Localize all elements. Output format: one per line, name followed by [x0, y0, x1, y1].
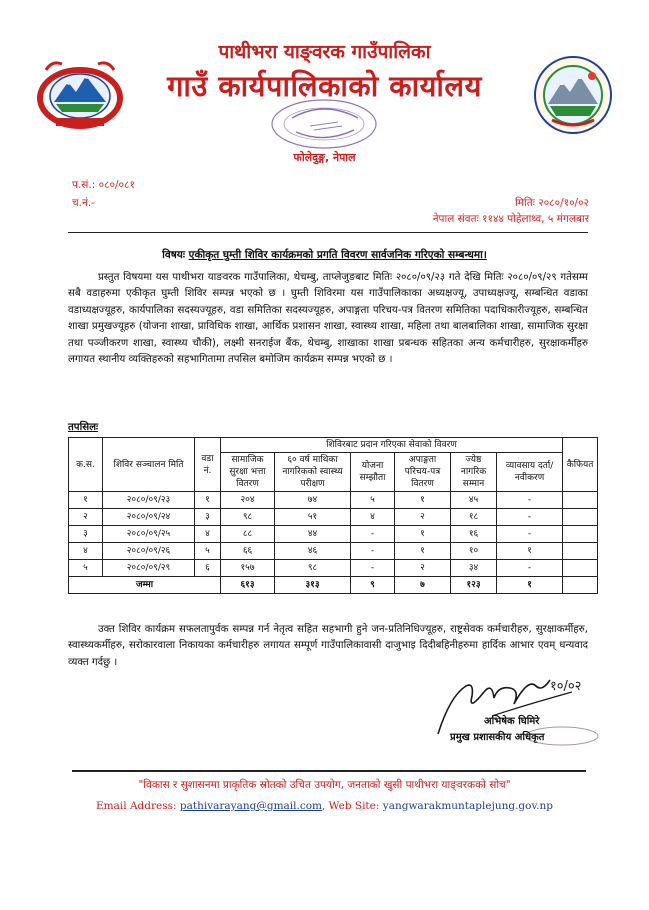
header-divider: [68, 232, 588, 233]
org-name: पाथीभरा याङ्वरक गाउँपालिका: [218, 41, 431, 63]
cell-plan-agreement: ४: [351, 509, 395, 526]
signatory-name: अभिषेक घिमिरे: [484, 716, 540, 727]
header-social-security: सामाजिक सुरक्षा भत्ता वितरण: [221, 453, 275, 492]
cell-social-security: ८८: [221, 526, 275, 543]
office-seal: [262, 96, 392, 154]
table-row: [69, 526, 598, 543]
total-health-check: ३१३: [275, 577, 351, 594]
footer-contact: [0, 800, 649, 812]
header-disability-card: अपाङ्गता परिचय-पत्र वितरण: [395, 453, 451, 492]
date-value: २०८०/१०/०२: [538, 197, 589, 209]
cell-social-security: ९८: [221, 509, 275, 526]
cell-business-registration: -: [497, 492, 563, 509]
cell-disability-card: १: [395, 492, 451, 509]
cell-social-security: १५७: [221, 560, 275, 577]
cell-remarks: [563, 543, 598, 560]
cell-social-security: २०४: [221, 492, 275, 509]
subject-label: विषयः: [162, 249, 185, 261]
cell-sn: २: [69, 509, 103, 526]
reference-value: ०८०/०८१: [98, 179, 135, 191]
cell-senior-honor: १८: [451, 509, 497, 526]
cell-date: २०८०/०९/२४: [103, 509, 195, 526]
service-details-table: [68, 437, 598, 594]
dispatch-number: [72, 196, 95, 210]
subject-text: एकीकृत घुम्ती शिविर कार्यक्रमको प्रगति विवरण सार्वजनिक गरिएको सम्बन्धमा।: [188, 249, 487, 261]
total-remarks: [563, 577, 598, 594]
header-date: शिविर सञ्चालन मिति: [103, 438, 195, 492]
total-plan-agreement: ९: [351, 577, 395, 594]
header-services-group: शिविरबाट प्रदान गरिएका सेवाको विवरण: [221, 438, 563, 453]
total-business-registration: १: [497, 577, 563, 594]
header-plan-agreement: योजना सम्झौता: [351, 453, 395, 492]
cell-date: २०८०/०९/२९: [103, 560, 195, 577]
cell-ward: ३: [195, 509, 221, 526]
header-business-registration: व्यावसाय दर्ता/नवीकरण: [497, 453, 563, 492]
cell-health-check: ९८: [275, 560, 351, 577]
signatory-post: प्रमुख प्रशासकीय अधिकृत: [450, 732, 545, 743]
website-label: , Web Site:: [322, 800, 380, 812]
nepal-samvat-date: नेपाल संवतः ११४४ पोहेलाथ्व, ५ मंगलबार: [432, 213, 589, 225]
email-link[interactable]: pathivarayang@gmail.com: [179, 800, 322, 812]
body-paragraph-2: उक्त शिविर कार्यक्रम सफलतापुर्वक सम्पन्न गर्न नेतृत्व सहित सहभागी हुने जन-प्रतिनिधिज्यूहरु, राष्ट्रसेवक कर्मचारीहरु, सुरक्षाकर्मीहरु, स्वास्थ्यकर्मीहरु, सरोकारवाला निकायका कर्मचारीहरु लगायत सम्पूर्ण गाउँपालिकावासी दाजुभाइ दिदीबहिनीहरुमा हार्दिक आभार एवम् धन्यवाद व्यक्त गर्दछु ।: [68, 624, 588, 668]
reference-label: प.सं.:: [72, 179, 96, 191]
total-senior-honor: १२३: [451, 577, 497, 594]
total-disability-card: ७: [395, 577, 451, 594]
cell-ward: ६: [195, 560, 221, 577]
header-health-check: ६० वर्ष माथिका नागरिकको स्वास्थ्य परीक्षण: [275, 453, 351, 492]
total-social-security: ६१३: [221, 577, 275, 594]
cell-health-check: ४४: [275, 526, 351, 543]
table-header-row: [69, 438, 598, 453]
table-row: [69, 509, 598, 526]
cell-plan-agreement: ५: [351, 492, 395, 509]
cell-sn: ५: [69, 560, 103, 577]
office-address: फोलेदुङ्ग, नेपाल: [293, 151, 356, 164]
cell-remarks: [563, 526, 598, 543]
cell-remarks: [563, 509, 598, 526]
cell-business-registration: -: [497, 509, 563, 526]
cell-ward: ४: [195, 526, 221, 543]
header-remarks: कैफियत: [563, 438, 598, 492]
table-total-row: [69, 577, 598, 594]
nepal-emblem-icon: [36, 56, 124, 130]
cell-remarks: [563, 492, 598, 509]
cell-business-registration: -: [497, 560, 563, 577]
cell-senior-honor: ३४: [451, 560, 497, 577]
cell-ward: १: [195, 492, 221, 509]
cell-business-registration: -: [497, 526, 563, 543]
cell-plan-agreement: -: [351, 560, 395, 577]
cell-sn: ३: [69, 526, 103, 543]
municipality-logo-icon: [532, 54, 614, 136]
footer-slogan: "विकास र सुशासनमा प्राकृतिक स्रोतको उचित उपयोग, जनताको खुसी पाथीभरा याङ्वरकको सोच": [138, 779, 511, 791]
cell-date: २०८०/०९/२६: [103, 543, 195, 560]
dispatch-label: च.नं.-: [72, 197, 95, 209]
email-label: Email Address:: [96, 800, 177, 812]
cell-disability-card: १: [395, 526, 451, 543]
table-row: [69, 543, 598, 560]
cell-ward: ५: [195, 543, 221, 560]
subject-line: [0, 248, 649, 262]
cell-remarks: [563, 560, 598, 577]
cell-social-security: ६६: [221, 543, 275, 560]
header-ward: वडा नं.: [195, 438, 221, 492]
office-name: गाउँ कार्यपालिकाको कार्यालय: [167, 69, 482, 103]
cell-plan-agreement: -: [351, 526, 395, 543]
cell-sn: १: [69, 492, 103, 509]
cell-disability-card: २: [395, 560, 451, 577]
total-label: जम्मा: [69, 577, 221, 594]
letter-date: [515, 196, 589, 210]
cell-date: २०८०/०९/२३: [103, 492, 195, 509]
header-senior-honor: ज्येष्ठ नागरिक सम्मान: [451, 453, 497, 492]
cell-health-check: ४६: [275, 543, 351, 560]
cell-health-check: ५१: [275, 509, 351, 526]
cell-disability-card: २: [395, 509, 451, 526]
date-label: मितिः: [515, 197, 535, 209]
cell-sn: ४: [69, 543, 103, 560]
cell-plan-agreement: -: [351, 543, 395, 560]
table-row: [69, 560, 598, 577]
table-row: [69, 492, 598, 509]
signature-date: १०/०२: [550, 679, 582, 694]
cell-senior-honor: १६: [451, 526, 497, 543]
cell-business-registration: १: [497, 543, 563, 560]
cell-disability-card: १: [395, 543, 451, 560]
header-sn: क.स.: [69, 438, 103, 492]
body-paragraph-1: प्रस्तुत विषयमा यस पाथीभरा याङवरक गाउँपालिका, थेचम्बु, ताप्लेजुङबाट मितिः २०८०/०९/२३ गते देखि मितिः २०८०/०९/२९ गतेसम्म सबै वडाहरुमा एकीकृत घुम्ती शिविर सम्पन्न भएको छ । घुम्ती शिविरमा यस गाउँपालिकाका अध्यक्षज्यू, उपाध्यक्षज्यू, सम्बन्धित वडाका वडाध्यक्षज्यूहरु, कार्यपालिका सदस्यज्यूहरु, वडा समितिका सदस्यज्यूहरु, अपाङ्गता परिचय-पत्र वितरण समितिका पदाधिकारीज्यूहरु, सम्बन्धित शाखा प्रमुखज्यूहरु (योजना शाखा, प्राविधिक शाखा, आर्थिक प्रशासन शाखा, स्वास्थ्य शाखा, महिला तथा बालबालिका शाखा, सामाजिक सुरक्षा तथा पञ्जीकरण शाखा, स्वास्थ्य चौकी), लक्ष्मी सनराईज बैंक, थेचम्बु, शाखाका शाखा प्रबन्धक सहितका अन्य कर्मचारीहरु, सुरक्षाकर्मीहरु लगायत स्थानीय व्यक्तिहरुको सहभागितामा तपसिल बमोजिम कार्यक्रम सम्पन्न भएको छ ।: [68, 272, 588, 366]
cell-health-check: ७४: [275, 492, 351, 509]
cell-senior-honor: १०: [451, 543, 497, 560]
website-link[interactable]: yangwarakmuntaplejung.gov.np: [382, 800, 553, 812]
cell-senior-honor: ४५: [451, 492, 497, 509]
footer-divider: [72, 770, 586, 772]
cell-date: २०८०/०९/२५: [103, 526, 195, 543]
reference-number: [72, 178, 135, 192]
details-label: तपसिलः: [68, 422, 99, 433]
